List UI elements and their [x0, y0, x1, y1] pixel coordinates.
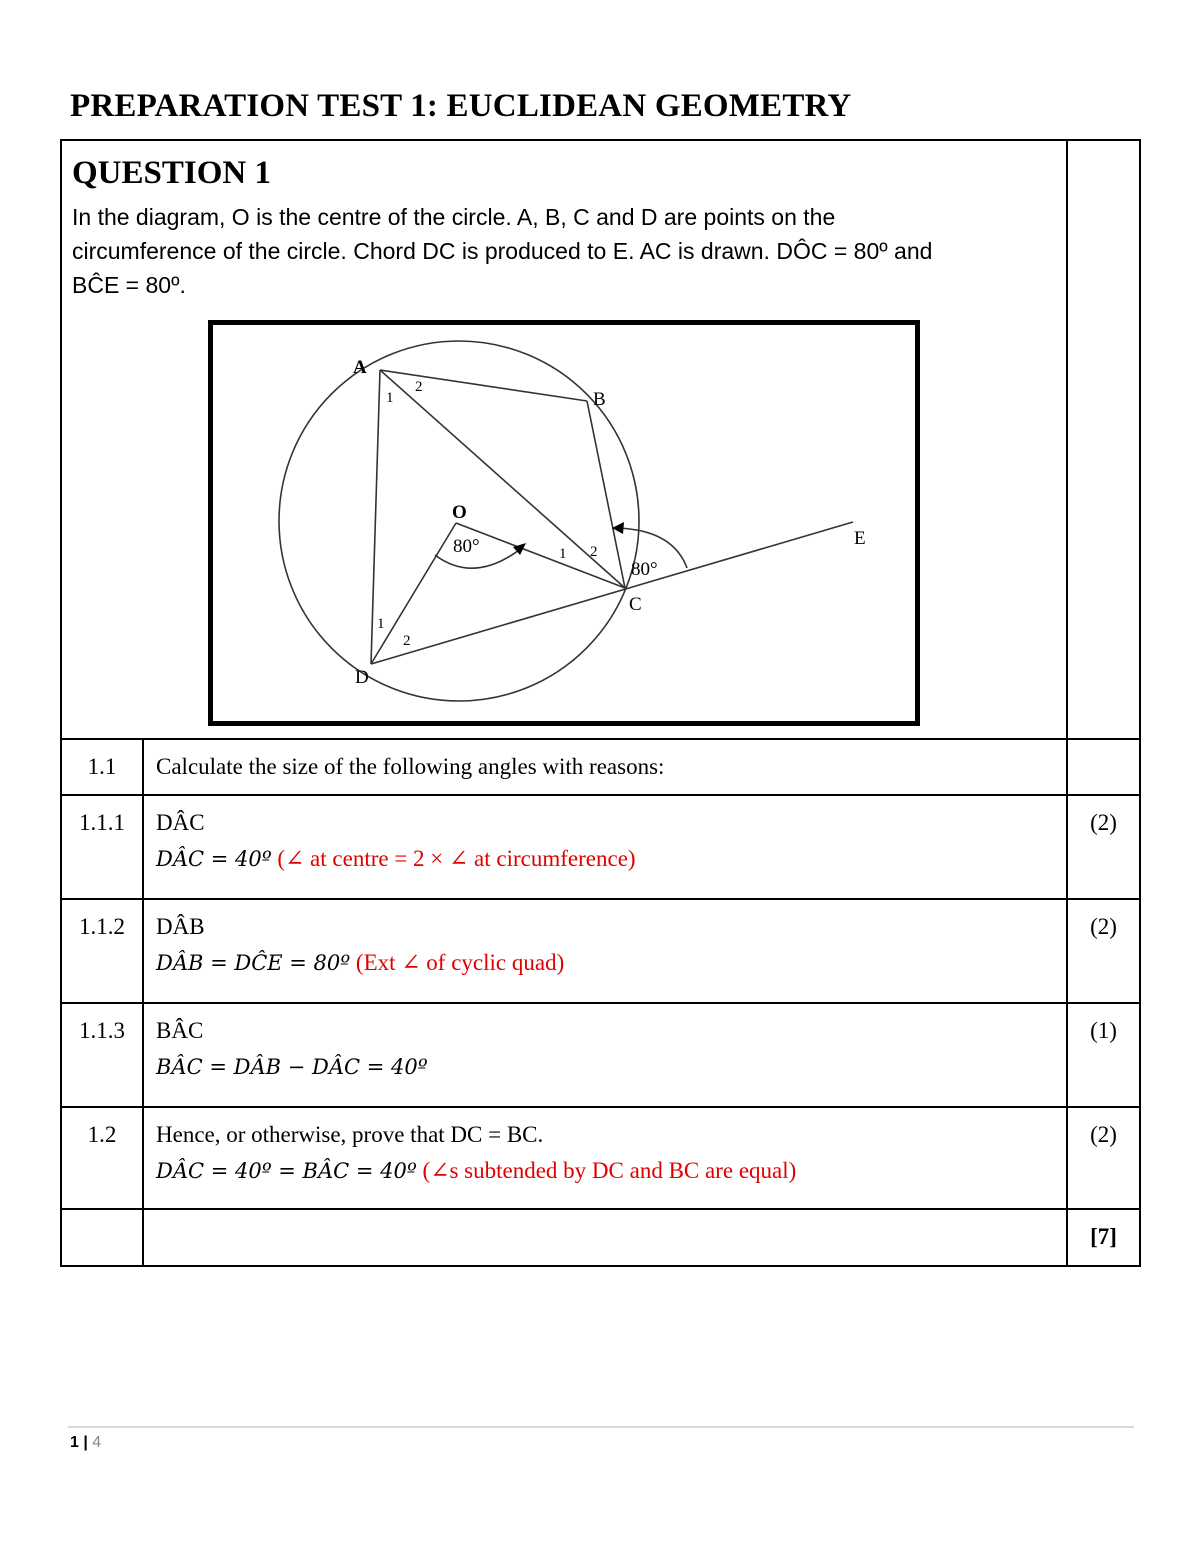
angle-C-value: 80° [631, 559, 658, 580]
total-marks: [7] [1090, 1224, 1117, 1249]
angle-D2: 2 [403, 633, 411, 649]
question-header-row [61, 140, 1140, 739]
page-footer [70, 1434, 101, 1452]
answer-math: DÂC = 40º = BÂC = 40º [156, 1159, 417, 1183]
label-C: C [629, 594, 642, 615]
answer-reason: (∠s subtended by DC and BC are equal) [416, 1158, 797, 1183]
answer [156, 950, 1066, 976]
question-text: DÂC [156, 810, 205, 835]
angle-A1: 1 [386, 390, 394, 406]
label-B: B [593, 389, 606, 410]
chord-AC [380, 370, 625, 588]
row-1-1-2 [61, 899, 1140, 1003]
question-number: 1.1.1 [79, 810, 125, 835]
question-cell [61, 140, 1067, 739]
row-total [61, 1209, 1140, 1266]
answer-math: DÂB = DĈE = 80º [156, 951, 351, 975]
answer [156, 1158, 1066, 1184]
label-A: A [353, 357, 367, 378]
angle-A2: 2 [415, 379, 423, 395]
answer [156, 846, 1066, 872]
intro-line-1: In the diagram, O is the centre of the circle. A, B, C and D are points on the [72, 204, 836, 230]
footer-divider [68, 1426, 1134, 1428]
angle-D1: 1 [377, 616, 385, 632]
marks-cell-blank [1067, 140, 1140, 739]
answer [156, 1054, 1066, 1080]
marks [1068, 740, 1139, 754]
angle-O-value: 80° [453, 536, 480, 557]
marks: (1) [1090, 1018, 1117, 1043]
answer-math: BÂC = DÂB − DÂC = 40º [156, 1055, 428, 1079]
answer-reason: (Ext ∠ of cyclic quad) [350, 950, 565, 975]
page-separator: | [78, 1434, 93, 1451]
chord-AB [380, 370, 587, 401]
question-number: 1.1.3 [79, 1018, 125, 1043]
question-text: BÂC [156, 1018, 204, 1043]
radius-OC [456, 523, 625, 588]
marks: (2) [1090, 1122, 1117, 1147]
row-1-1-3 [61, 1003, 1140, 1107]
row-1-1-1 [61, 795, 1140, 899]
question-text: Calculate the size of the following angles with reasons: [156, 754, 665, 779]
question-table [60, 139, 1141, 1267]
page-number: 1 [70, 1434, 79, 1451]
answer-reason: (∠ at centre = 2 × ∠ at circumference) [271, 846, 636, 871]
intro-line-3: BĈE = 80º. [72, 272, 186, 298]
page-total: 4 [92, 1434, 102, 1451]
question-heading: QUESTION 1 [72, 155, 271, 191]
geometry-diagram [208, 320, 920, 726]
label-E: E [854, 528, 866, 549]
page-title: PREPARATION TEST 1: EUCLIDEAN GEOMETRY [70, 88, 852, 124]
marks: (2) [1090, 914, 1117, 939]
row-1-1 [61, 739, 1140, 795]
question-number: 1.2 [87, 1122, 117, 1147]
marks: (2) [1090, 810, 1117, 835]
question-number: 1.1 [87, 754, 117, 779]
question-intro [72, 200, 1052, 302]
label-D: D [355, 667, 369, 688]
answer-math: DÂC = 40º [156, 847, 272, 871]
question-text: Hence, or otherwise, prove that DC = BC. [156, 1122, 544, 1147]
label-O: O [452, 502, 467, 523]
angle-C1: 1 [559, 546, 567, 562]
question-text: DÂB [156, 914, 205, 939]
question-number: 1.1.2 [79, 914, 125, 939]
angle-C2: 2 [590, 544, 598, 560]
circle-diagram [213, 325, 915, 721]
intro-line-2: circumference of the circle. Chord DC is produced to E. AC is drawn. DÔC = 80º and [72, 238, 933, 264]
row-1-2 [61, 1107, 1140, 1209]
